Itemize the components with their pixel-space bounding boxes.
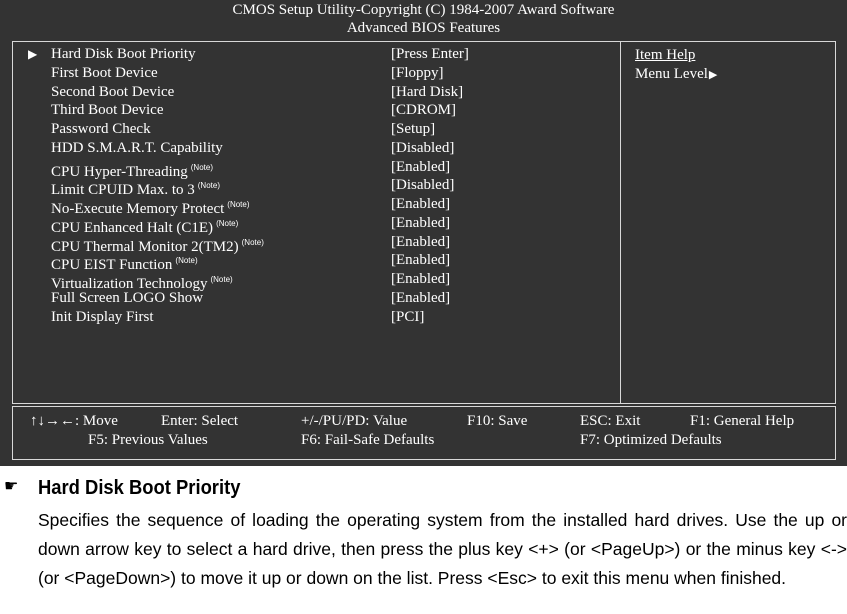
- note-marker: (Note): [190, 162, 213, 172]
- note-marker: (Note): [197, 181, 220, 191]
- section-description: Specifies the sequence of loading the operating system from the installed hard drives. Use the up or down arrow key to select a hard drive, then press the plus key <+> (or <PageUp>) or the minus key <-> (or <PageDown>) to move it up or down on the list. Press <Esc> to exit this menu when finished.: [38, 510, 847, 588]
- setting-label-text: Second Boot Device: [51, 83, 175, 100]
- bios-header: [0, 1, 847, 37]
- help-divider: [620, 41, 621, 404]
- menu-level: [635, 65, 717, 85]
- item-help-panel: [635, 46, 717, 85]
- setting-label-text: No-Execute Memory Protect: [51, 201, 225, 217]
- setting-label-text: CPU Hyper-Threading: [51, 163, 188, 180]
- note-marker: (Note): [216, 218, 239, 228]
- setting-label: [51, 308, 154, 327]
- setting-value[interactable]: [Enabled]: [391, 289, 451, 306]
- key-value: +/-/PU/PD: Value: [301, 413, 408, 429]
- key-help: F1: General Help: [690, 413, 795, 429]
- menu-level-label: Menu Level: [635, 66, 708, 82]
- setting-value[interactable]: [Disabled]: [391, 177, 455, 194]
- utility-title: CMOS Setup Utility-Copyright (C) 1984-2007 Award Software: [232, 2, 615, 18]
- setting-label-text: Limit CPUID Max. to 3: [51, 182, 195, 199]
- setting-value[interactable]: [CDROM]: [391, 102, 457, 119]
- key-optimized-defaults: F7: Optimized Defaults: [580, 432, 722, 448]
- setting-label: [51, 64, 158, 83]
- setting-label-text: CPU Thermal Monitor 2(TM2): [51, 238, 239, 255]
- setting-value[interactable]: [Setup]: [391, 121, 436, 137]
- setting-label: [51, 45, 196, 64]
- note-marker: (Note): [210, 275, 233, 284]
- setting-label-text: Init Display First: [51, 308, 154, 325]
- key-previous-values: F5: Previous Values: [88, 432, 208, 448]
- setting-value[interactable]: [Enabled]: [391, 196, 451, 212]
- key-exit: ESC: Exit: [580, 413, 641, 429]
- setting-value[interactable]: [Enabled]: [391, 271, 451, 287]
- setting-label-text: CPU EIST Function: [51, 257, 173, 274]
- setting-label-text: HDD S.M.A.R.T. Capability: [51, 139, 223, 156]
- setting-label: [51, 139, 223, 158]
- setting-label: [51, 101, 163, 120]
- key-move: ↑↓→←: Move: [30, 413, 118, 429]
- setting-label: [51, 83, 174, 102]
- setting-value[interactable]: [Press Enter]: [391, 46, 469, 62]
- right-triangle-icon: ▶: [28, 47, 38, 61]
- setting-value[interactable]: [Enabled]: [391, 233, 451, 250]
- setting-value[interactable]: [Disabled]: [391, 139, 455, 156]
- key-save: F10: Save: [467, 413, 528, 429]
- note-marker: (Note): [227, 200, 250, 209]
- setting-label-text: Hard Disk Boot Priority: [51, 46, 196, 62]
- item-help-title: Item Help: [635, 47, 696, 63]
- section-heading: Hard Disk Boot Priority: [38, 477, 241, 499]
- note-marker: (Note): [241, 237, 264, 247]
- setting-value[interactable]: [Enabled]: [391, 158, 451, 175]
- page-title: Advanced BIOS Features: [346, 20, 501, 36]
- setting-value[interactable]: [Floppy]: [391, 64, 444, 81]
- setting-label-text: Virtualization Technology: [51, 276, 208, 292]
- right-triangle-icon: ▶: [708, 69, 718, 81]
- setting-value[interactable]: [Enabled]: [391, 214, 451, 231]
- pointing-hand-icon: ☛: [4, 476, 19, 495]
- setting-value[interactable]: [Enabled]: [391, 252, 451, 269]
- setting-label: [51, 289, 203, 308]
- setting-label-text: Third Boot Device: [51, 102, 164, 119]
- setting-value[interactable]: [PCI]: [391, 308, 425, 325]
- setting-label-text: First Boot Device: [51, 64, 158, 81]
- setting-label-text: CPU Enhanced Halt (C1E): [51, 219, 214, 236]
- key-failsafe-defaults: F6: Fail-Safe Defaults: [301, 432, 435, 448]
- setting-label-text: Password Check: [51, 121, 151, 137]
- setting-value[interactable]: [Hard Disk]: [391, 83, 464, 100]
- setting-label: [51, 120, 151, 139]
- setting-label-text: Full Screen LOGO Show: [51, 289, 204, 306]
- key-select: Enter: Select: [161, 413, 239, 429]
- note-marker: (Note): [175, 256, 198, 266]
